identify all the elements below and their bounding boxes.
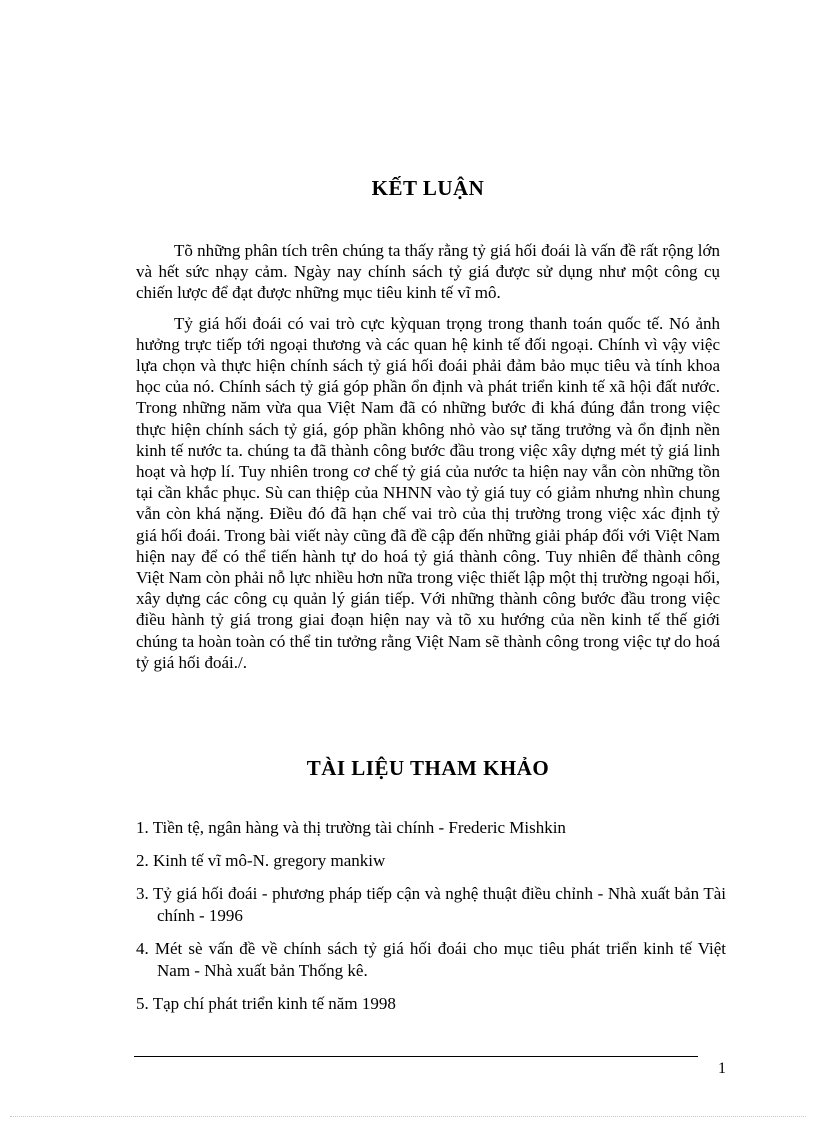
- page-edge-divider: [10, 1116, 806, 1117]
- reference-item-3: 3. Tỷ giá hối đoái - phương pháp tiếp cận và nghệ thuật điều chỉnh - Nhà xuất bản Tài chính - 1996: [136, 884, 726, 925]
- conclusion-paragraph-2: Tỷ giá hối đoái có vai trò cực kỳquan trọng trong thanh toán quốc tế. Nó ảnh hưởng trực tiếp tới ngoại thương và các quan hệ kinh tế đối ngoại. Chính vì vậy việc lựa chọn và thực hiện chính sách tỷ giá hối đoái phải đảm bảo mục tiêu và tính khoa học của nó. Chính sách tỷ giá góp phần ổn định và phát triển kinh tế xã hội đất nước. Trong những năm vừa qua Việt Nam đã có những bước đi khá đúng đắn trong việc thực hiện chính sách tỷ giá, góp phần không nhỏ vào sự tăng trưởng và ổn định nền kinh tế nước ta. chúng ta đã thành công bước đầu trong việc xây dựng mét tỷ giá linh hoạt và hợp lí. Tuy nhiên trong cơ chế tỷ giá của nước ta hiện nay vẫn còn những tồn tại cần khắc phục. Sù can thiệp của NHNN vào tỷ giá tuy có giảm nhưng nhìn chung vẫn còn khá nặng. Điều đó đã hạn chế vai trò của thị trường trong việc xác định tỷ giá hối đoái. Trong bài viết này cũng đã đề cập đến những giải pháp đối với Việt Nam hiện nay để có thể tiến hành tự do hoá tỷ giá thành công. Tuy nhiên để thành công Việt Nam còn phải nỗ lực nhiều hơn nữa trong việc thiết lập một thị trường ngoại hối, xây dựng các công cụ quản lý gián tiếp. Với những thành công bước đầu trong việc điều hành tỷ giá trong giai đoạn hiện nay và tõ xu hướng của nền kinh tế thế giới chúng ta hoàn toàn có thể tin tưởng rằng Việt Nam sẽ thành công trong việc tự do hoá tỷ giá hối đoái./.: [136, 313, 720, 672]
- footer-divider: [134, 1056, 698, 1057]
- reference-item-5: 5. Tạp chí phát triển kinh tế năm 1998: [136, 994, 396, 1013]
- conclusion-body: [136, 240, 720, 682]
- reference-item-2: 2. Kinh tế vĩ mô-N. gregory mankiw: [136, 851, 386, 870]
- references-title: TÀI LIỆU THAM KHẢO: [306, 756, 550, 780]
- references-list: [136, 817, 726, 1026]
- conclusion-paragraph-1: Tõ những phân tích trên chúng ta thấy rằng tỷ giá hối đoái là vấn đề rất rộng lớn và hết sức nhạy cảm. Ngày nay chính sách tỷ giá được sử dụng như một công cụ chiến lược để đạt được những mục tiêu kinh tế vĩ mô.: [136, 241, 721, 303]
- page-number: 1: [718, 1060, 726, 1077]
- reference-item-4: 4. Mét sè vấn đề về chính sách tỷ giá hối đoái cho mục tiêu phát triển kinh tế Việt Nam - Nhà xuất bản Thống kê.: [136, 939, 726, 980]
- conclusion-title: KẾT LUẬN: [371, 176, 485, 200]
- reference-item-1: 1. Tiền tệ, ngân hàng và thị trường tài chính - Frederic Mishkin: [136, 818, 566, 837]
